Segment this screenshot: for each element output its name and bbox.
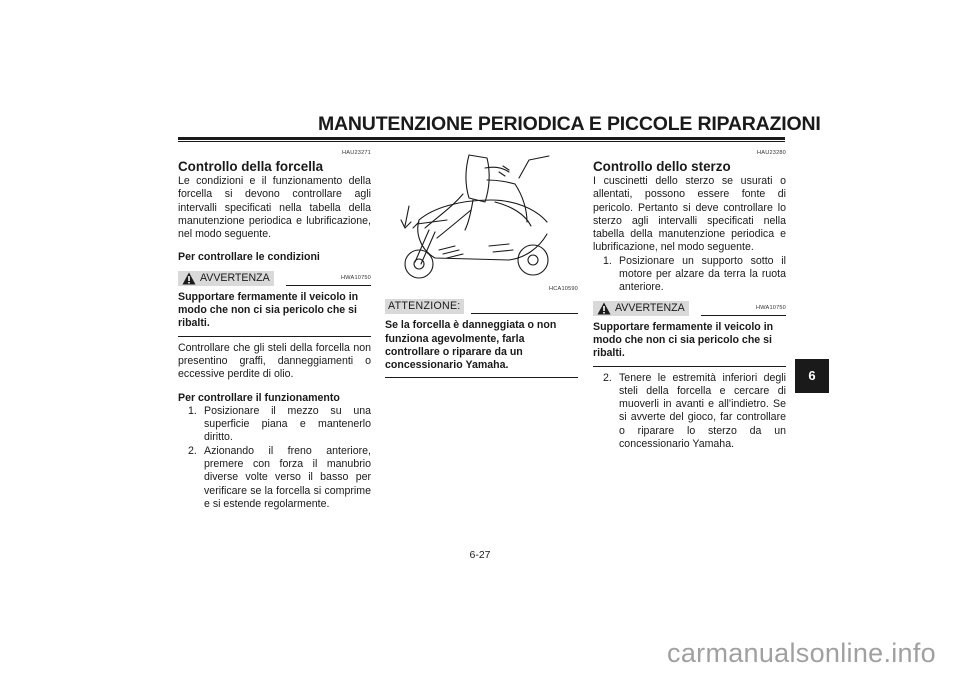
warning-triangle-icon bbox=[597, 302, 611, 315]
caution-text: Se la forcella è danneggiata o non funziona agevolmente, farla controllare o riparare da un concessionario Yamaha. bbox=[385, 319, 557, 372]
warning-badge bbox=[178, 271, 274, 286]
list-item: 1. Posizionare il mezzo su una superficie piana e mantenerlo diritto. bbox=[188, 404, 371, 444]
warning-code: HWA10750 bbox=[756, 304, 786, 311]
intro-paragraph: Le condizioni e il funzionamento della forcella si devono controllare agli intervalli specificati nella tabella della manutenzione periodica e lubrificazione, nel modo seguente. bbox=[178, 175, 371, 241]
list-item: 2. Azionando il freno anteriore, premere con forza il manubrio diverse volte verso il basso per verificare se la forcella si comprime e si estende regolarmente. bbox=[188, 444, 371, 510]
caution-code: HCA10590 bbox=[549, 286, 578, 293]
warning-header bbox=[178, 271, 371, 289]
section-code: HAU23271 bbox=[342, 150, 371, 156]
warning-rule bbox=[286, 285, 371, 286]
list-item: 1. Posizionare un supporto sotto il motore per alzare da terra la ruota anteriore. bbox=[603, 254, 786, 294]
warning-header bbox=[593, 301, 786, 319]
warning-text: Supportare fermamente il veicolo in modo che non ci sia pericolo che si ribalti. bbox=[593, 320, 774, 360]
caution-label: ATTENZIONE: bbox=[385, 299, 464, 314]
warning-triangle-icon bbox=[182, 272, 196, 285]
steps-list bbox=[593, 255, 786, 295]
warning-rule bbox=[701, 315, 786, 316]
warning-code: HWA10750 bbox=[341, 274, 371, 281]
warning-close-rule bbox=[593, 366, 786, 367]
list-item: 2. Tenere le estremità inferiori degli steli della forcella e cercare di muoverli in avanti e all’indietro. Se si avverte del gioco, far controllare o riparare lo sterzo da un concessionario Yamaha. bbox=[603, 371, 786, 451]
warning-label: AVVERTENZA bbox=[615, 301, 685, 314]
warning-label: AVVERTENZA bbox=[200, 271, 270, 284]
column-fork-check bbox=[178, 150, 371, 511]
watermark: carmanualsonline.info bbox=[667, 638, 936, 668]
subheading-operation: Per controllare il funzionamento bbox=[178, 391, 340, 404]
section-heading: Controllo della forcella bbox=[178, 159, 324, 174]
section-heading: Controllo dello sterzo bbox=[593, 159, 731, 174]
column-steering-check bbox=[593, 150, 786, 451]
subheading-condition: Per controllare le condizioni bbox=[178, 251, 320, 264]
caution-rule bbox=[471, 313, 578, 314]
section-code: HAU23280 bbox=[757, 150, 786, 156]
column-illustration bbox=[385, 150, 578, 383]
motorcycle-fork-check-illustration bbox=[399, 150, 555, 280]
caution-close-rule bbox=[385, 377, 578, 378]
steps-list bbox=[178, 405, 371, 511]
intro-paragraph: I cuscinetti dello sterzo se usurati o allentati, possono essere fonte di pericolo. Pertanto si deve controllare lo sterzo agli intervalli specificati nella tabella della manutenzione periodica e lubrificazione, nel modo seguente. bbox=[593, 175, 786, 254]
caution-header bbox=[385, 299, 578, 317]
chapter-tab: 6 bbox=[795, 359, 829, 393]
warning-close-rule bbox=[178, 336, 371, 337]
steps-list bbox=[593, 372, 786, 452]
header-rule-thin bbox=[178, 141, 785, 142]
warning-badge bbox=[593, 301, 689, 316]
page-number: 6-27 bbox=[469, 549, 491, 561]
warning-text: Supportare fermamente il veicolo in modo che non ci sia pericolo che si ribalti. bbox=[178, 290, 359, 330]
page-title: MANUTENZIONE PERIODICA E PICCOLE RIPARAZIONI bbox=[318, 113, 821, 135]
header-rule bbox=[178, 137, 785, 140]
check-paragraph: Controllare che gli steli della forcella non presentino graffi, danneggiamenti o eccessive perdite di olio. bbox=[178, 341, 371, 381]
